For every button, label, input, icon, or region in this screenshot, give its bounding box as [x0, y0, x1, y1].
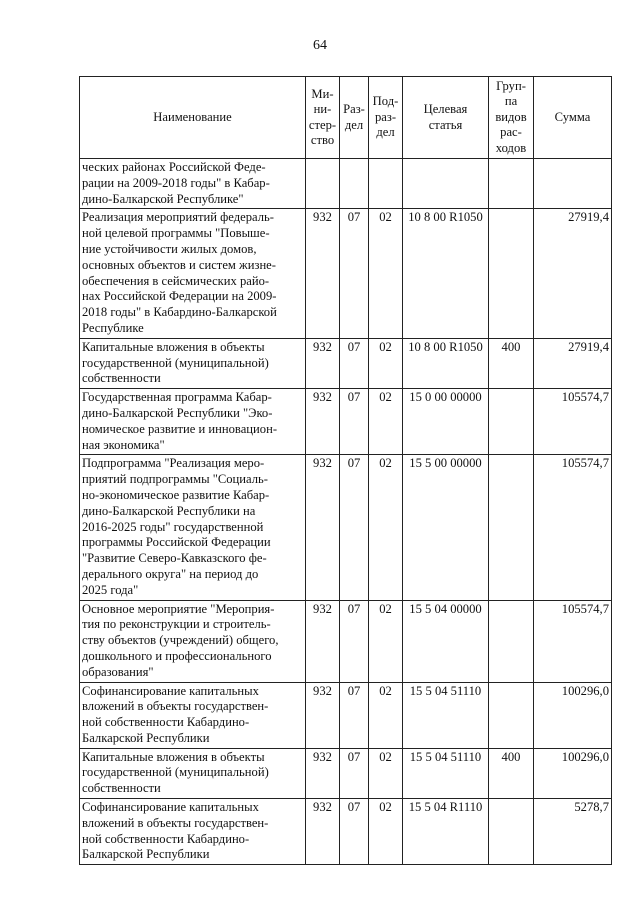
cell-ministry: 932	[306, 748, 340, 798]
cell-name: Реализация мероприятий федераль- ной целевой программы "Повыше- ние устойчивости жилых домов, основных объектов и систем жизне- обеспечения в сейсмических райо- нах Российской Федерации на 2009- 2018 годы" в Кабардино-Балкарской Республике	[80, 209, 306, 338]
cell-ministry: 932	[306, 338, 340, 388]
cell-expense-group	[489, 209, 534, 338]
cell-section: 07	[340, 748, 369, 798]
cell-expense-group	[489, 799, 534, 865]
cell-target-item	[403, 159, 489, 209]
cell-subsection: 02	[369, 748, 403, 798]
cell-expense-group	[489, 455, 534, 600]
cell-ministry: 932	[306, 799, 340, 865]
cell-subsection: 02	[369, 600, 403, 682]
cell-expense-group	[489, 159, 534, 209]
table-row	[80, 209, 612, 338]
cell-subsection: 02	[369, 209, 403, 338]
cell-target-item: 15 5 04 00000	[403, 600, 489, 682]
cell-amount: 105574,7	[534, 389, 612, 455]
cell-expense-group	[489, 600, 534, 682]
cell-amount: 105574,7	[534, 600, 612, 682]
cell-section: 07	[340, 799, 369, 865]
cell-target-item: 15 5 04 51110	[403, 682, 489, 748]
page-number: 64	[313, 38, 327, 53]
header-section: Раз- дел	[340, 77, 369, 159]
cell-target-item: 10 8 00 R1050	[403, 209, 489, 338]
cell-name: Капитальные вложения в объекты государственной (муниципальной) собственности	[80, 748, 306, 798]
table-row	[80, 799, 612, 865]
cell-section: 07	[340, 389, 369, 455]
cell-name: Государственная программа Кабар- дино-Балкарской Республики "Эко- номическое развитие и инновацион- ная экономика"	[80, 389, 306, 455]
cell-expense-group: 400	[489, 338, 534, 388]
cell-amount: 27919,4	[534, 338, 612, 388]
cell-ministry: 932	[306, 389, 340, 455]
header-target-item: Целевая статья	[403, 77, 489, 159]
header-ministry: Ми- ни- стер- ство	[306, 77, 340, 159]
cell-expense-group: 400	[489, 748, 534, 798]
cell-amount	[534, 159, 612, 209]
cell-section: 07	[340, 209, 369, 338]
cell-name: Софинансирование капитальных вложений в объекты государствен- ной собственности Кабардино- Балкарской Республики	[80, 799, 306, 865]
header-name: Наименование	[80, 77, 306, 159]
cell-name: Софинансирование капитальных вложений в объекты государствен- ной собственности Кабардино- Балкарской Республики	[80, 682, 306, 748]
budget-table	[79, 76, 612, 865]
cell-amount: 5278,7	[534, 799, 612, 865]
cell-name: Подпрограмма "Реализация меро- приятий подпрограммы "Социаль- но-экономическое развитие Кабар- дино-Балкарской Республики на 2016-2025 годы" государственной программы Российской Федерации "Развитие Северо-Кавказского фе- дерального округа" на период до 2025 года"	[80, 455, 306, 600]
table-row	[80, 748, 612, 798]
cell-section: 07	[340, 682, 369, 748]
cell-amount: 27919,4	[534, 209, 612, 338]
cell-ministry: 932	[306, 682, 340, 748]
cell-expense-group	[489, 682, 534, 748]
cell-ministry: 932	[306, 600, 340, 682]
cell-amount: 100296,0	[534, 748, 612, 798]
cell-subsection: 02	[369, 338, 403, 388]
cell-target-item: 10 8 00 R1050	[403, 338, 489, 388]
table-row	[80, 338, 612, 388]
cell-ministry: 932	[306, 209, 340, 338]
cell-target-item: 15 0 00 00000	[403, 389, 489, 455]
header-amount: Сумма	[534, 77, 612, 159]
cell-subsection	[369, 159, 403, 209]
cell-amount: 100296,0	[534, 682, 612, 748]
cell-ministry	[306, 159, 340, 209]
cell-target-item: 15 5 00 00000	[403, 455, 489, 600]
table-row	[80, 159, 612, 209]
cell-ministry: 932	[306, 455, 340, 600]
cell-target-item: 15 5 04 R1110	[403, 799, 489, 865]
cell-name: Капитальные вложения в объекты государственной (муниципальной) собственности	[80, 338, 306, 388]
cell-name: Основное мероприятие "Мероприя- тия по реконструкции и строитель- ству объектов (учреждений) общего, дошкольного и профессионального образования"	[80, 600, 306, 682]
cell-subsection: 02	[369, 799, 403, 865]
table-row	[80, 455, 612, 600]
table-header-row	[80, 77, 612, 159]
cell-subsection: 02	[369, 682, 403, 748]
header-subsection: Под- раз- дел	[369, 77, 403, 159]
cell-section	[340, 159, 369, 209]
cell-section: 07	[340, 455, 369, 600]
header-expense-group: Груп- па видов рас- ходов	[489, 77, 534, 159]
cell-section: 07	[340, 600, 369, 682]
cell-expense-group	[489, 389, 534, 455]
cell-name: ческих районах Российской Феде- рации на 2009-2018 годы" в Кабар- дино-Балкарской Республике"	[80, 159, 306, 209]
cell-section: 07	[340, 338, 369, 388]
cell-target-item: 15 5 04 51110	[403, 748, 489, 798]
table-row	[80, 389, 612, 455]
cell-subsection: 02	[369, 455, 403, 600]
table-row	[80, 600, 612, 682]
table-row	[80, 682, 612, 748]
cell-amount: 105574,7	[534, 455, 612, 600]
cell-subsection: 02	[369, 389, 403, 455]
